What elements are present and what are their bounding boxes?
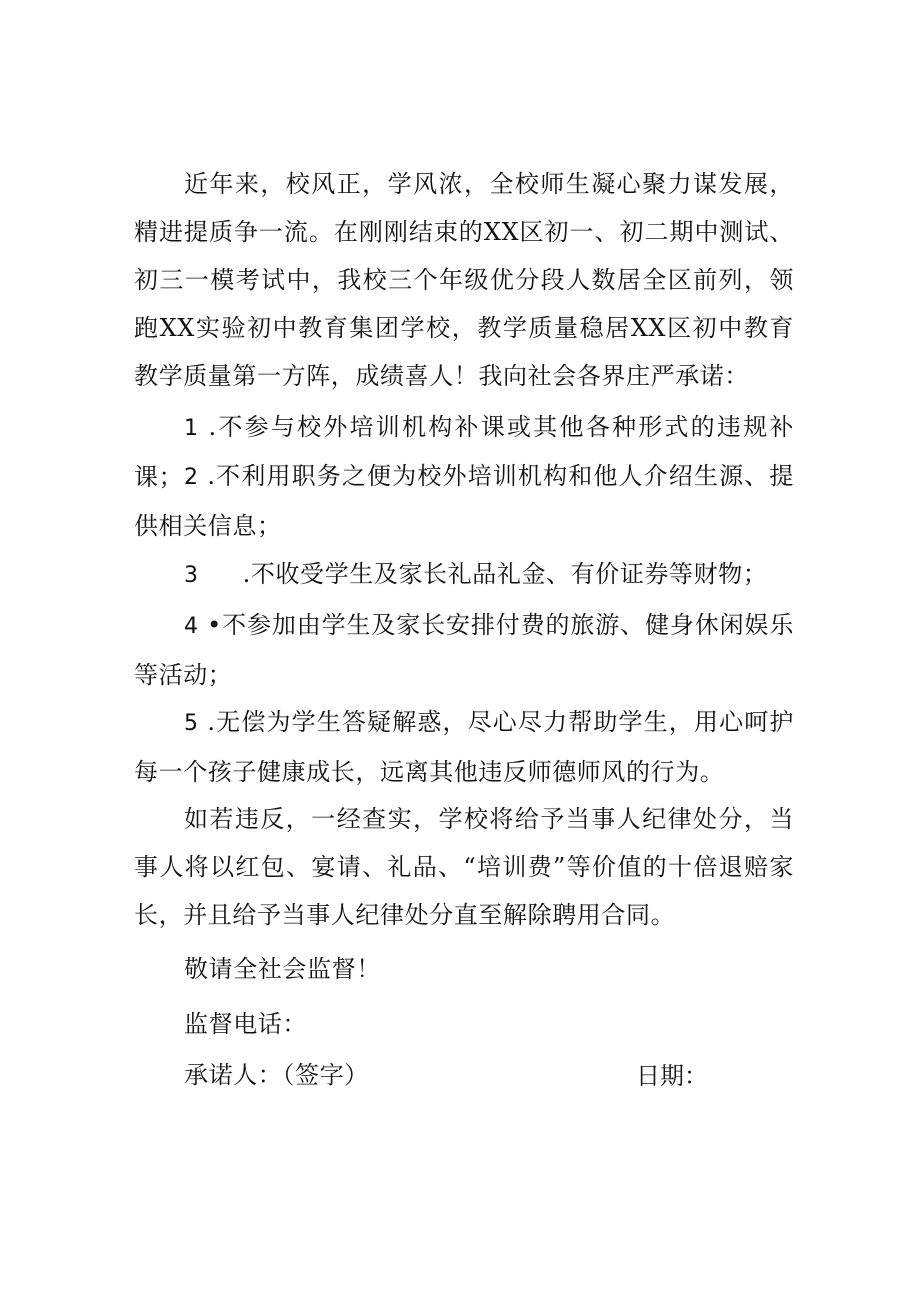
date-label: 日期： <box>636 1062 708 1090</box>
pledge-separator: . <box>242 560 251 588</box>
pledge-number: 3 <box>184 563 199 588</box>
pledge-text: 不利用职务之便为校外培训机构和他人介绍生源、提供相关信息； <box>134 462 794 540</box>
intro-paragraph <box>134 160 794 400</box>
pledge-item-4 <box>134 601 794 699</box>
pledge-number: 2 <box>184 465 199 490</box>
pledge-text: 无偿为学生答疑解惑，尽心尽力帮助学生，用心呵护每一个孩子健康成长，远离其他违反师德师风的行为。 <box>134 708 794 786</box>
penalty-text: 如若违反，一经查实，学校将给予当事人纪律处分，当事人将以红包、宴请、礼品、“培训费”等价值的十倍退赔家长，并且给予当事人纪律处分直至解除聘用合同。 <box>134 805 794 929</box>
pledge-item-2 <box>134 452 794 550</box>
pledge-separator: . <box>207 708 216 736</box>
supervision-phone-label: 监督电话： <box>184 1010 307 1038</box>
pledge-separator: . <box>208 413 217 441</box>
pledge-text: 不参加由学生及家长安排付费的旅游、健身休闲娱乐等活动； <box>134 611 794 689</box>
pledge-separator: . <box>207 462 216 490</box>
pledge-item-5 <box>134 698 794 796</box>
pledge-number: 1 <box>184 416 199 441</box>
pledge-text: 不参与校外培训机构补课或其他各种形式的违规补课； <box>134 413 794 491</box>
penalty-paragraph <box>134 795 794 939</box>
signer-label: 承诺人：（签字） <box>184 1061 369 1089</box>
pledge-item-3 <box>134 550 794 600</box>
intro-text: 近年来，校风正，学风浓，全校师生凝心聚力谋发展，精进提质争一流。在刚刚结束的XX区初一、初二期中测试、初三一模考试中，我校三个年级优分段人数居全区前列，领跑XX实验初中教育集团学校，教学质量稳居XX区初中教育教学质量第一方阵，成绩喜人！我向社会各界庄严承诺： <box>134 170 794 390</box>
pledge-number: 4 <box>184 614 199 639</box>
pledge-text: 不收受学生及家长礼品礼金、有价证券等财物； <box>250 560 768 588</box>
appeal-text: 敬请全社会监督！ <box>184 955 381 983</box>
pledge-number: 5 <box>184 711 199 736</box>
pledge-separator: • <box>207 611 222 639</box>
